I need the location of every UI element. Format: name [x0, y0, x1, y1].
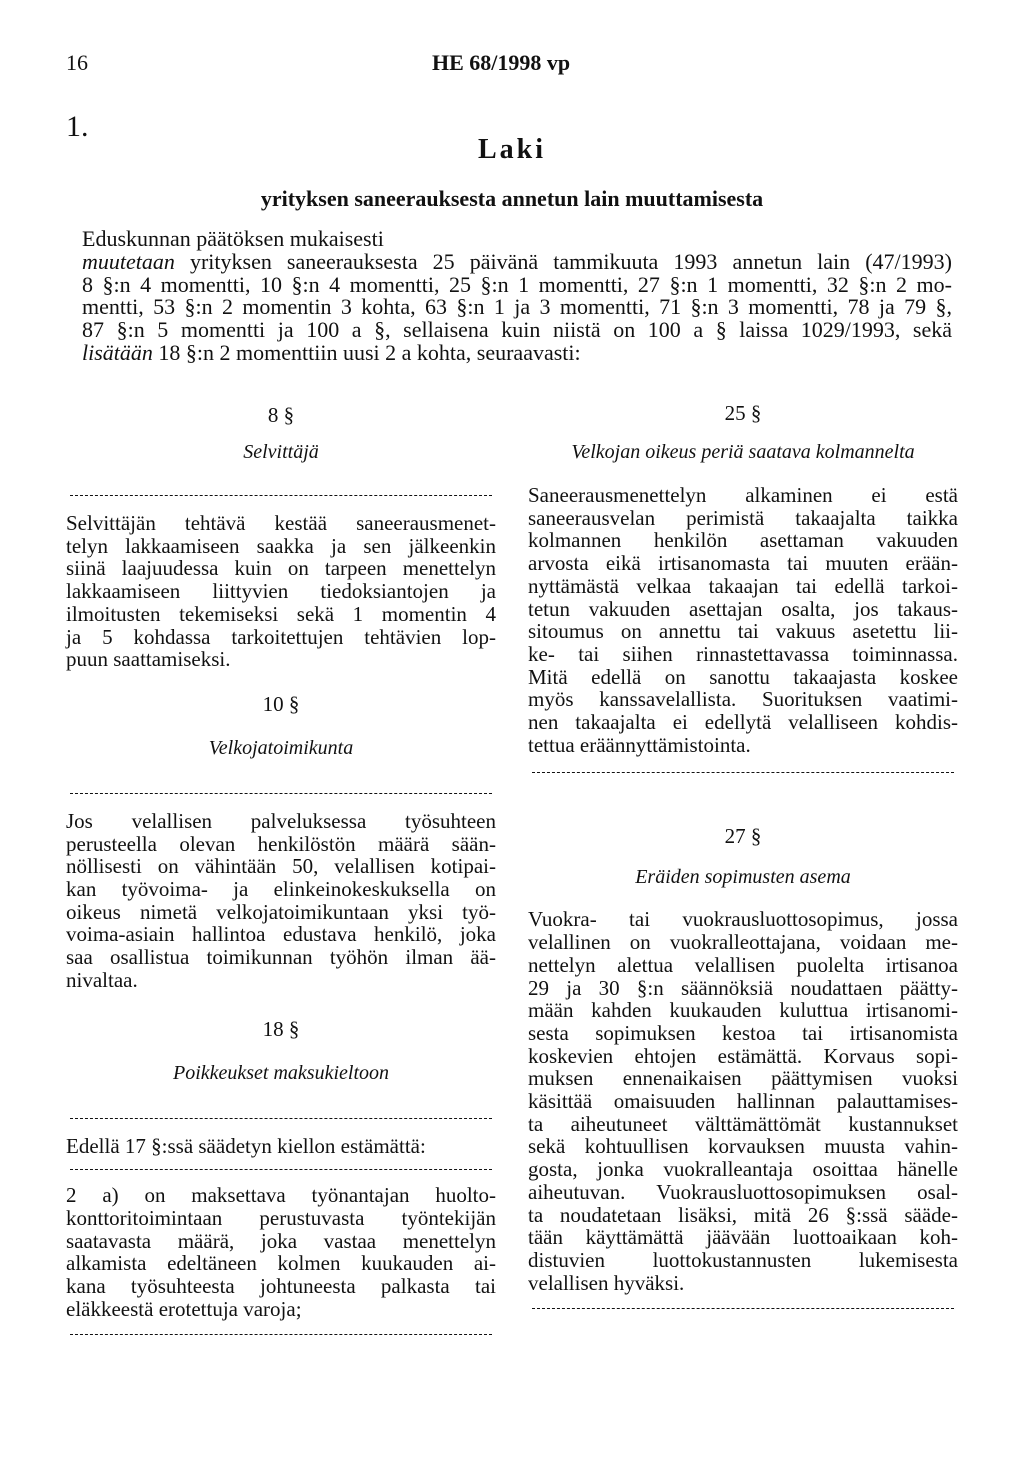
enacting-line [82, 248, 952, 274]
section-text [528, 484, 958, 756]
text-line: puun saattamiseksi. [66, 647, 231, 672]
text-line: arvosta eikä irtisanomasta tai muuten erään- [528, 551, 958, 576]
add-keyword: lisätään [82, 339, 153, 365]
text-line: lakkaamiseen liittyvien tiedoksiantojen ja [66, 579, 496, 604]
text-line: Selvittäjän tehtävä kestää saneerausmenet- [66, 511, 496, 535]
enacting-line: 8 §:n 4 momentti, 10 §:n 4 momentti, 25 §:n 1 momentti, 27 §:n 1 momentti, 32 §:n 2 mo- [82, 271, 952, 297]
text-line: tään käyttämättä jäävään luottoaikaan koh- [528, 1225, 958, 1250]
text-line: perusteella olevan henkilöstön määrä sään- [66, 831, 496, 856]
section-title: Velkojatoimikunta [208, 736, 354, 759]
section-number: 10 § [262, 691, 300, 716]
text-line: tettua eräännyttämistointa. [528, 732, 751, 757]
page-number: 16 [66, 50, 88, 75]
section-intro [66, 1135, 496, 1158]
left-column [66, 394, 496, 1337]
text-line: sesta sopimuksen kestoa tai irtisanomista [528, 1020, 958, 1045]
text-line: ilmoitusten tekemiseksi sekä 1 momentin 4 [66, 601, 496, 626]
omission-dashes [70, 793, 492, 796]
text-line: Saneerausmenettelyn alkaminen ei estä [528, 483, 958, 507]
section-title: Selvittäjä [243, 441, 319, 463]
text-line: koskevien ehtojen estämättä. Korvaus sopi- [528, 1043, 958, 1068]
amend-keyword: muutetaan [82, 248, 175, 274]
right-column [528, 394, 958, 1311]
text-line: ke- tai siihen rinnastettavassa toiminnassa. [528, 641, 958, 666]
text-line: konttoritoimintaan perustuvasta työntekijän [66, 1205, 496, 1230]
text-line: 29 ja 30 §:n säännöksiä noudattaen päätty- [528, 975, 958, 1000]
law-title: Laki [477, 134, 547, 165]
section-text [66, 512, 496, 671]
section-title: Eräiden sopimusten asema [635, 866, 851, 889]
omission-dashes [70, 1334, 492, 1337]
enacting-clause [82, 228, 952, 365]
text-line: Jos velallisen palveluksessa työsuhteen [66, 808, 496, 833]
text-line: käsittää omaisuuden hallinnan palauttamises- [528, 1089, 958, 1114]
section-number: 25 § [724, 401, 762, 425]
enacting-line [82, 339, 952, 365]
text-line: ja 5 kohdassa tarkoitettujen tehtävien lop- [66, 624, 496, 649]
enacting-text: 18 §:n 2 momenttiin uusi 2 a kohta, seuraavasti: [152, 339, 581, 365]
section-text [66, 810, 496, 992]
text-line: nyttämästä velkaa takaajan tai edellä tarkoi- [528, 573, 958, 598]
publication-header: HE 68/1998 vp [432, 50, 571, 75]
text-line: kana työsuhteesta johtuneesta palkasta tai [66, 1274, 496, 1299]
law-number: 1. [66, 110, 89, 143]
text-line: telyn lakkaamiseen saakka ja sen jälkeenkin [66, 533, 496, 558]
text-line: ta aiheutuneet välttämättömät kustannukset [528, 1111, 958, 1136]
text-line: kan työvoima- ja elinkeinokeskuksella on [66, 877, 496, 902]
text-line: gosta, jonka vuokralleantaja osoittaa hänelle [528, 1157, 958, 1182]
text-line: sekä kohtuullisen korvauksen muusta vahin- [528, 1134, 958, 1159]
text-line: alkamista edeltäneen kolmen kuukauden ai- [66, 1251, 496, 1276]
text-line: nen takaajalta ei edellytä velalliseen kohdis- [528, 710, 958, 735]
text-line: nivaltaa. [66, 967, 138, 992]
text-line: velallisen hyväksi. [528, 1270, 685, 1295]
text-line: myös kanssavelallista. Suorituksen vaatimi- [528, 687, 958, 712]
law-subtitle: yrityksen saneerauksesta annetun lain muuttamisesta [260, 186, 764, 211]
text-line: 2 a) on maksettava työnantajan huolto- [66, 1183, 496, 1208]
text-line: muksen ennenaikaisen päättymisen vuoksi [528, 1066, 958, 1091]
omission-dashes [70, 1169, 492, 1172]
section-number: 8 § [267, 403, 295, 427]
text-line: Edellä 17 §:ssä säädetyn kiellon estämättä: [66, 1133, 426, 1158]
text-line: kolmannen henkilön asettaman vakuuden [528, 528, 958, 553]
enacting-line: Eduskunnan päätöksen mukaisesti [82, 226, 384, 251]
text-line: aiheutuvan. Vuokrausluottosopimuksen osal- [528, 1179, 958, 1204]
text-line: velallinen on vuokralleottajana, voidaan me- [528, 930, 958, 955]
text-line: tetun vakuuden asettajan osalta, jos takaus- [528, 596, 958, 621]
omission-dashes [532, 1308, 954, 1311]
section-title: Poikkeukset maksukieltoon [172, 1061, 390, 1084]
text-line: mään kahden kuukauden kuluttua irtisanomi- [528, 998, 958, 1023]
text-line: eläkkeestä erotettuja varoja; [66, 1296, 302, 1321]
text-line: oikeus nimetä velkojatoimikuntaan yksi työ- [66, 899, 496, 924]
section-number: 18 § [262, 1016, 300, 1041]
text-line: saa osallistua toimikunnan työhön ilman ää- [66, 945, 496, 970]
section-number: 27 § [724, 824, 762, 849]
omission-dashes [70, 495, 492, 498]
section-text [66, 1184, 496, 1320]
text-line: siinä laajuudessa kuin on tarpeen menettelyn [66, 556, 496, 581]
section-text [528, 908, 958, 1294]
text-line: voima-asiain hallintoa edustava henkilö, joka [66, 922, 496, 947]
text-line: nettelyn alettua velallisen puolelta irtisanoa [528, 952, 958, 977]
enacting-line: mentti, 53 §:n 2 momentin 3 kohta, 63 §:n 1 ja 3 momentti, 71 §:n 3 momentti, 78 ja 79 §, [82, 294, 952, 320]
omission-dashes [532, 772, 954, 775]
text-line: ta noudatetaan lisäksi, mitä 26 §:ssä sääde- [528, 1202, 958, 1227]
text-line: Vuokra- tai vuokrausluottosopimus, jossa [528, 907, 958, 932]
text-line: nöllisesti on vähintään 50, velallisen kotipai- [66, 854, 496, 879]
enacting-line: 87 §:n 5 momentti ja 100 a §, sellaisena kuin niistä on 100 a § laissa 1029/1993, sekä [82, 317, 952, 343]
omission-dashes [70, 1118, 492, 1121]
enacting-text: yrityksen saneerauksesta 25 päivänä tammikuuta 1993 annetun lain (47/1993) [174, 248, 952, 274]
text-line: saatavasta määrä, joka vastaa menettelyn [66, 1228, 496, 1253]
text-line: distuvien luottokustannusten lukemisesta [528, 1247, 958, 1272]
text-line: saneerausvelan perimistä takaajalta taikka [528, 505, 958, 530]
section-title: Velkojan oikeus periä saatava kolmannelta [571, 441, 915, 463]
text-line: sitoumus on annettu tai vakuus asetettu lii- [528, 619, 958, 644]
text-line: Mitä edellä on sanottu takaajasta koskee [528, 664, 958, 689]
